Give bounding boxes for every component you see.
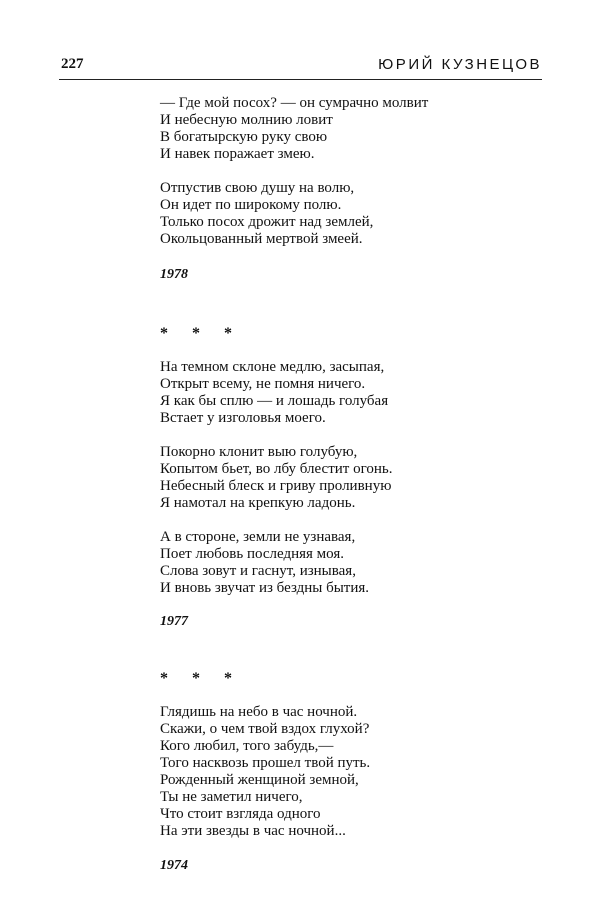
- verse-line: Я намотал на крепкую ладонь.: [160, 495, 356, 511]
- page-header: [61, 56, 542, 78]
- verse-line: Я как бы сплю — и лошадь голубая: [160, 393, 389, 409]
- verse-line: А в стороне, земли не узнавая,: [160, 529, 356, 545]
- verse-line: И навек поражает змею.: [160, 146, 315, 162]
- verse-line: Скажи, о чем твой вздох глухой?: [160, 721, 370, 737]
- verse-line: Ты не заметил ничего,: [160, 789, 303, 805]
- verse-line: Копытом бьет, во лбу блестит огонь.: [160, 461, 393, 477]
- verse-line: Что стоит взгляда одного: [160, 806, 321, 822]
- verse-line: Окольцованный мертвой змеей.: [160, 231, 363, 247]
- poem: [160, 670, 560, 874]
- header-rule: [59, 79, 542, 80]
- verse-line: Слова зовут и гаснут, изнывая,: [160, 563, 356, 579]
- stanza: [160, 359, 560, 427]
- page-number: 227: [61, 56, 84, 72]
- verse-line: — Где мой посох? — он сумрачно молвит: [160, 95, 429, 111]
- poem-date: 1978: [160, 267, 188, 282]
- verse-line: Поет любовь последняя моя.: [160, 546, 345, 562]
- verse-line: И небесную молнию ловит: [160, 112, 333, 128]
- verse-line: Встает у изголовья моего.: [160, 410, 326, 426]
- stanza: [160, 95, 560, 163]
- poem-date: 1974: [160, 858, 188, 873]
- running-head: ЮРИЙ КУЗНЕЦОВ: [378, 56, 542, 73]
- asterism: * * *: [160, 670, 242, 687]
- verse-line: И вновь звучат из бездны бытия.: [160, 580, 370, 596]
- page-content: [160, 95, 560, 874]
- poem: [160, 95, 560, 283]
- verse-line: На эти звезды в час ночной...: [160, 823, 346, 839]
- asterism: * * *: [160, 325, 242, 342]
- verse-line: Того насквозь прошел твой путь.: [160, 755, 371, 771]
- verse-line: Небесный блеск и гриву проливную: [160, 478, 392, 494]
- verse-line: Открыт всему, не помня ничего.: [160, 376, 366, 392]
- stanza: [160, 180, 560, 248]
- poem-date: 1977: [160, 614, 188, 629]
- verse-line: Кого любил, того забудь,—: [160, 738, 334, 754]
- stanza: [160, 704, 560, 840]
- verse-line: В богатырскую руку свою: [160, 129, 328, 145]
- verse-line: Отпустив свою душу на волю,: [160, 180, 355, 196]
- stanza: [160, 529, 560, 597]
- verse-line: Глядишь на небо в час ночной.: [160, 704, 358, 720]
- poem: [160, 325, 560, 630]
- verse-line: Покорно клонит выю голубую,: [160, 444, 358, 460]
- verse-line: На темном склоне медлю, засыпая,: [160, 359, 385, 375]
- verse-line: Он идет по широкому полю.: [160, 197, 342, 213]
- verse-line: Только посох дрожит над землей,: [160, 214, 374, 230]
- stanza: [160, 444, 560, 512]
- verse-line: Рожденный женщиной земной,: [160, 772, 359, 788]
